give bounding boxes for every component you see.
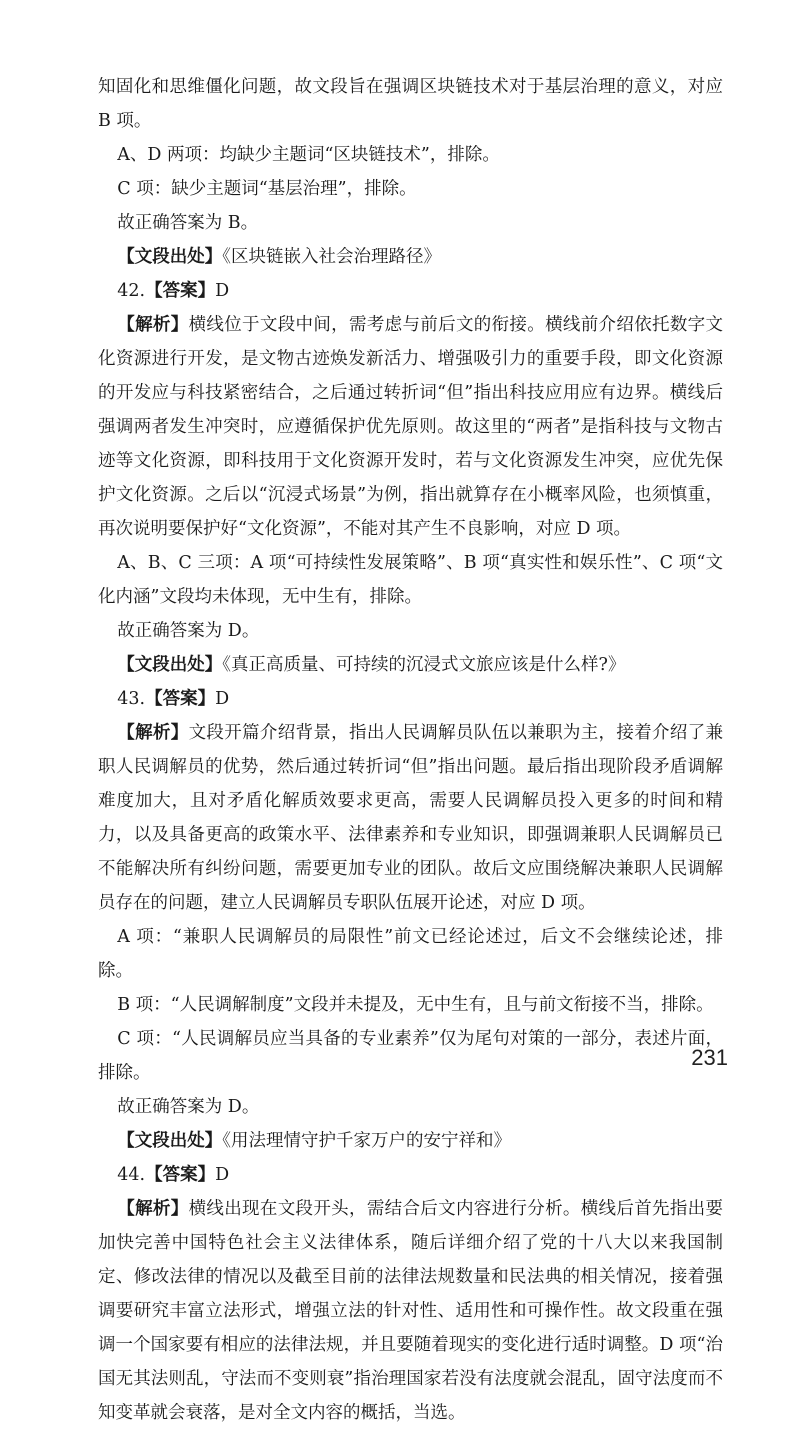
- analysis-text: 文段开篇介绍背景，指出人民调解员队伍以兼职为主，接着介绍了兼职人民调解员的优势，然后通过转折词“但”指出问题。最后指出现阶段矛盾调解难度加大，且对矛盾化解质效要求更高，需要人民调解员投入更多的时间和精力，以及具备更高的政策水平、法律素养和专业知识，即强调兼职人民调解员已不能解决所有纠纷问题，需要更加专业的团队。故后文应围绕解决兼职人民调解员存在的问题，建立人民调解员专职队伍展开论述，对应 D 项。: [98, 723, 724, 913]
- analysis-text: 横线位于文段中间，需考虑与前后文的衔接。横线前介绍依托数字文化资源进行开发，是文物古迹焕发新活力、增强吸引力的重要手段，即文化资源的开发应与科技紧密结合，之后通过转折词“但”指出科技应用应有边界。横线后强调两者发生冲突时，应遵循保护优先原则。故这里的“两者”是指科技与文物古迹等文化资源，即科技用于文化资源开发时，若与文化资源发生冲突，应优先保护文化资源。之后以“沉浸式场景”为例，指出就算存在小概率风险，也须慎重，再次说明要保护好“文化资源”，不能对其产生不良影响，对应 D 项。: [98, 315, 724, 539]
- analysis-paragraph: [98, 1192, 723, 1430]
- option-paragraph: [98, 138, 723, 172]
- source-title: 《真正高质量、可持续的沉浸式文旅应该是什么样?》: [222, 655, 626, 675]
- paragraph-text: C 项：缺少主题词“基层治理”，排除。: [117, 179, 417, 199]
- paragraph-text: 故正确答案为 D。: [117, 1097, 260, 1117]
- continued-paragraph: [98, 70, 723, 138]
- page-body: [98, 70, 723, 1430]
- paragraph-text: 知固化和思维僵化问题，故文段旨在强调区块链技术对于基层治理的意义，对应 B 项。: [98, 77, 723, 131]
- source-label: 【文段出处】: [117, 655, 223, 675]
- answer-value: D: [215, 281, 230, 301]
- analysis-label: 【解析】: [117, 1199, 189, 1219]
- answer-label: 【答案】: [145, 1165, 216, 1185]
- answer-value: D: [215, 1165, 230, 1185]
- answer-label: 【答案】: [145, 689, 216, 709]
- option-paragraph: [98, 172, 723, 206]
- source-line: [98, 648, 723, 682]
- source-label: 【文段出处】: [117, 1131, 223, 1151]
- source-title: 《用法理情守护千家万户的安宁祥和》: [222, 1131, 511, 1151]
- paragraph-text: A、B、C 三项：A 项“可持续性发展策略”、B 项“真实性和娱乐性”、C 项“文化内涵”文段均未体现，无中生有，排除。: [98, 553, 723, 607]
- option-paragraph: [98, 206, 723, 240]
- paragraph-text: A 项：“兼职人民调解员的局限性”前文已经论述过，后文不会继续论述，排除。: [98, 927, 723, 981]
- analysis-paragraph: [98, 308, 723, 546]
- source-title: 《区块链嵌入社会治理路径》: [222, 247, 441, 267]
- analysis-label: 【解析】: [117, 723, 189, 743]
- option-paragraph: [98, 1022, 723, 1090]
- paragraph-text: 故正确答案为 B。: [117, 213, 259, 233]
- source-line: [98, 240, 723, 274]
- option-paragraph: [98, 1090, 723, 1124]
- option-paragraph: [98, 920, 723, 988]
- page-number: 231: [691, 1045, 728, 1070]
- question-number: 43.: [117, 689, 146, 709]
- answer-line: [98, 274, 723, 308]
- analysis-text: 横线出现在文段开头，需结合后文内容进行分析。横线后首先指出要加快完善中国特色社会主义法律体系，随后详细介绍了党的十八大以来我国制定、修改法律的情况以及截至目前的法律法规数量和民法典的相关情况，接着强调要研究丰富立法形式，增强立法的针对性、适用性和可操作性。故文段重在强调一个国家要有相应的法律法规，并且要随着现实的变化进行适时调整。D 项“治国无其法则乱，守法而不变则衰”指治理国家若没有法度就会混乱，固守法度而不知变革就会衰落，是对全文内容的概括，当选。: [98, 1199, 724, 1423]
- paragraph-text: B 项：“人民调解制度”文段并未提及，无中生有，且与前文衔接不当，排除。: [117, 995, 714, 1015]
- source-label: 【文段出处】: [117, 247, 223, 267]
- analysis-label: 【解析】: [117, 315, 189, 335]
- paragraph-text: C 项：“人民调解员应当具备的专业素养”仅为尾句对策的一部分，表述片面，排除。: [98, 1029, 723, 1083]
- paragraph-text: A、D 两项：均缺少主题词“区块链技术”，排除。: [117, 145, 500, 165]
- paragraph-text: 故正确答案为 D。: [117, 621, 260, 641]
- source-line: [98, 1124, 723, 1158]
- option-paragraph: [98, 614, 723, 648]
- answer-value: D: [215, 689, 230, 709]
- option-paragraph: [98, 546, 723, 614]
- answer-line: [98, 1158, 723, 1192]
- question-number: 44.: [117, 1165, 146, 1185]
- answer-label: 【答案】: [145, 281, 216, 301]
- option-paragraph: [98, 988, 723, 1022]
- analysis-paragraph: [98, 716, 723, 920]
- answer-line: [98, 682, 723, 716]
- question-number: 42.: [117, 281, 146, 301]
